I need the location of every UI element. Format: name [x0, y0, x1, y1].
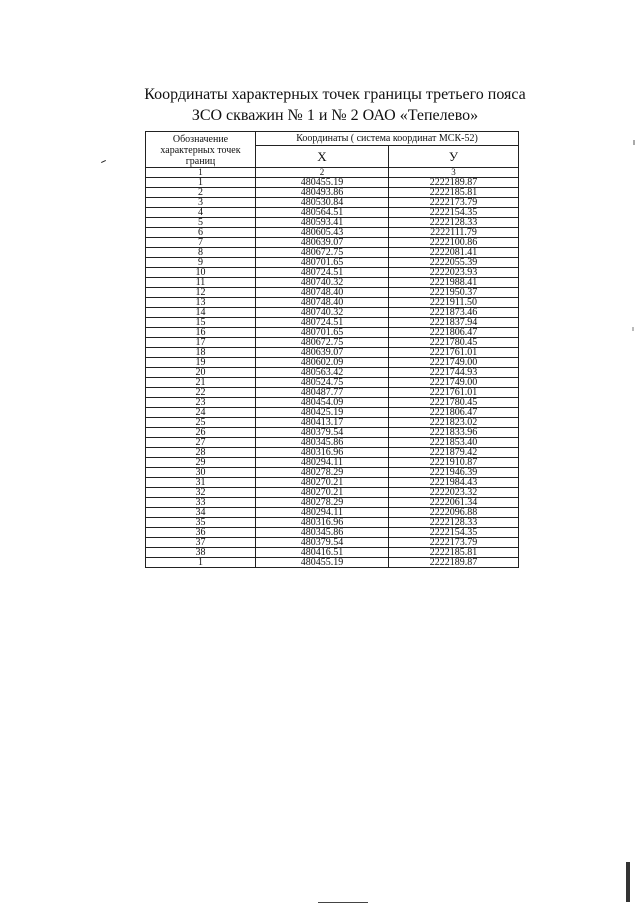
scan-mark — [101, 160, 106, 163]
table-row — [146, 198, 519, 208]
table-row — [146, 218, 519, 228]
x-coordinate-cell: 480416.51 — [256, 548, 389, 558]
point-number-cell: 34 — [146, 508, 256, 518]
table-row — [146, 378, 519, 388]
table-row — [146, 188, 519, 198]
table-row — [146, 288, 519, 298]
y-coordinate-cell: 2221833.96 — [389, 428, 519, 438]
x-coordinate-cell: 480455.19 — [256, 558, 389, 568]
y-coordinate-cell: 2221749.00 — [389, 378, 519, 388]
y-coordinate-cell: 2221780.45 — [389, 338, 519, 348]
point-number-cell: 33 — [146, 498, 256, 508]
x-coordinate-cell: 480345.86 — [256, 438, 389, 448]
table-row — [146, 208, 519, 218]
table-row — [146, 328, 519, 338]
x-coordinate-cell: 480593.41 — [256, 218, 389, 228]
x-coordinate-cell: 480701.65 — [256, 258, 389, 268]
x-coordinate-cell: 480278.29 — [256, 468, 389, 478]
y-coordinate-cell: 2222061.34 — [389, 498, 519, 508]
column-number-row — [146, 168, 519, 178]
table-row — [146, 268, 519, 278]
point-number-cell: 21 — [146, 378, 256, 388]
y-coordinate-cell: 2222173.79 — [389, 538, 519, 548]
header-y: У — [389, 146, 519, 168]
point-number-cell: 16 — [146, 328, 256, 338]
y-coordinate-cell: 2221910.87 — [389, 458, 519, 468]
y-coordinate-cell: 2221879.42 — [389, 448, 519, 458]
y-coordinate-cell: 2221823.02 — [389, 418, 519, 428]
point-number-cell: 25 — [146, 418, 256, 428]
scan-edge-mark — [626, 862, 630, 902]
point-number-cell: 20 — [146, 368, 256, 378]
y-coordinate-cell: 2221806.47 — [389, 408, 519, 418]
x-coordinate-cell: 480316.96 — [256, 448, 389, 458]
point-number-cell: 1 — [146, 178, 256, 188]
x-coordinate-cell: 480316.96 — [256, 518, 389, 528]
table-row — [146, 248, 519, 258]
title-line-2: ЗСО скважин № 1 и № 2 ОАО «Тепелево» — [191, 107, 479, 124]
column-number-2: 2 — [256, 168, 389, 178]
x-coordinate-cell: 480740.32 — [256, 278, 389, 288]
table-row — [146, 298, 519, 308]
y-coordinate-cell: 2222128.33 — [389, 218, 519, 228]
table-row — [146, 258, 519, 268]
table-row — [146, 408, 519, 418]
y-coordinate-cell: 2221761.01 — [389, 388, 519, 398]
point-number-cell: 26 — [146, 428, 256, 438]
x-coordinate-cell: 480413.17 — [256, 418, 389, 428]
x-coordinate-cell: 480563.42 — [256, 368, 389, 378]
x-coordinate-cell: 480724.51 — [256, 318, 389, 328]
title-line-1: Координаты характерных точек границы третьего пояса — [144, 86, 526, 103]
header-coordinates: Координаты ( система координат МСК-52) — [256, 132, 519, 146]
point-number-cell: 29 — [146, 458, 256, 468]
point-number-cell: 22 — [146, 388, 256, 398]
point-number-cell: 35 — [146, 518, 256, 528]
point-number-cell: 27 — [146, 438, 256, 448]
y-coordinate-cell: 2222189.87 — [389, 558, 519, 568]
point-number-cell: 23 — [146, 398, 256, 408]
x-coordinate-cell: 480379.54 — [256, 538, 389, 548]
y-coordinate-cell: 2221780.45 — [389, 398, 519, 408]
table-row — [146, 348, 519, 358]
x-coordinate-cell: 480564.51 — [256, 208, 389, 218]
y-coordinate-cell: 2221873.46 — [389, 308, 519, 318]
x-coordinate-cell: 480278.29 — [256, 498, 389, 508]
x-coordinate-cell: 480270.21 — [256, 478, 389, 488]
point-number-cell: 17 — [146, 338, 256, 348]
table-row — [146, 548, 519, 558]
y-coordinate-cell: 2222055.39 — [389, 258, 519, 268]
x-coordinate-cell: 480294.11 — [256, 508, 389, 518]
point-number-cell: 5 — [146, 218, 256, 228]
y-coordinate-cell: 2221837.94 — [389, 318, 519, 328]
table-row — [146, 278, 519, 288]
table-row — [146, 508, 519, 518]
document-title — [120, 84, 550, 126]
y-coordinate-cell: 2221984.43 — [389, 478, 519, 488]
table-row — [146, 518, 519, 528]
table-row — [146, 478, 519, 488]
y-coordinate-cell: 2221744.93 — [389, 368, 519, 378]
point-number-cell: 4 — [146, 208, 256, 218]
x-coordinate-cell: 480724.51 — [256, 268, 389, 278]
x-coordinate-cell: 480748.40 — [256, 298, 389, 308]
point-number-cell: 12 — [146, 288, 256, 298]
point-number-cell: 8 — [146, 248, 256, 258]
y-coordinate-cell: 2221988.41 — [389, 278, 519, 288]
point-number-cell: 19 — [146, 358, 256, 368]
scan-edge-mark — [633, 140, 635, 145]
point-number-cell: 7 — [146, 238, 256, 248]
header-point-designation: Обозначение характерных точек границ — [146, 132, 256, 168]
table-row — [146, 558, 519, 568]
table-row — [146, 358, 519, 368]
x-coordinate-cell: 480740.32 — [256, 308, 389, 318]
table-row — [146, 498, 519, 508]
point-number-cell: 2 — [146, 188, 256, 198]
table-row — [146, 368, 519, 378]
scan-edge-mark — [632, 327, 634, 331]
table-row — [146, 238, 519, 248]
table-row — [146, 308, 519, 318]
x-coordinate-cell: 480672.75 — [256, 248, 389, 258]
x-coordinate-cell: 480672.75 — [256, 338, 389, 348]
y-coordinate-cell: 2222023.93 — [389, 268, 519, 278]
point-number-cell: 11 — [146, 278, 256, 288]
x-coordinate-cell: 480493.86 — [256, 188, 389, 198]
x-coordinate-cell: 480425.19 — [256, 408, 389, 418]
point-number-cell: 9 — [146, 258, 256, 268]
y-coordinate-cell: 2222111.79 — [389, 228, 519, 238]
point-number-cell: 36 — [146, 528, 256, 538]
x-coordinate-cell: 480379.54 — [256, 428, 389, 438]
point-number-cell: 28 — [146, 448, 256, 458]
x-coordinate-cell: 480345.86 — [256, 528, 389, 538]
footer-line — [318, 902, 368, 903]
y-coordinate-cell: 2222154.35 — [389, 528, 519, 538]
table-row — [146, 458, 519, 468]
table-row — [146, 528, 519, 538]
y-coordinate-cell: 2222185.81 — [389, 548, 519, 558]
y-coordinate-cell: 2222128.33 — [389, 518, 519, 528]
table-row — [146, 398, 519, 408]
y-coordinate-cell: 2221911.50 — [389, 298, 519, 308]
x-coordinate-cell: 480294.11 — [256, 458, 389, 468]
x-coordinate-cell: 480639.07 — [256, 238, 389, 248]
y-coordinate-cell: 2221946.39 — [389, 468, 519, 478]
header-x: X — [256, 146, 389, 168]
table-row — [146, 488, 519, 498]
table-row — [146, 178, 519, 188]
y-coordinate-cell: 2221806.47 — [389, 328, 519, 338]
point-number-cell: 15 — [146, 318, 256, 328]
point-number-cell: 3 — [146, 198, 256, 208]
coordinates-table — [145, 131, 519, 568]
point-number-cell: 18 — [146, 348, 256, 358]
point-number-cell: 10 — [146, 268, 256, 278]
point-number-cell: 38 — [146, 548, 256, 558]
x-coordinate-cell: 480701.65 — [256, 328, 389, 338]
x-coordinate-cell: 480639.07 — [256, 348, 389, 358]
table-row — [146, 428, 519, 438]
y-coordinate-cell: 2221749.00 — [389, 358, 519, 368]
table-row — [146, 418, 519, 428]
y-coordinate-cell: 2221950.37 — [389, 288, 519, 298]
point-number-cell: 31 — [146, 478, 256, 488]
column-number-1: 1 — [146, 168, 256, 178]
table-row — [146, 538, 519, 548]
point-number-cell: 1 — [146, 558, 256, 568]
y-coordinate-cell: 2221853.40 — [389, 438, 519, 448]
point-number-cell: 24 — [146, 408, 256, 418]
y-coordinate-cell: 2222189.87 — [389, 178, 519, 188]
x-coordinate-cell: 480605.43 — [256, 228, 389, 238]
y-coordinate-cell: 2222185.81 — [389, 188, 519, 198]
table-row — [146, 448, 519, 458]
y-coordinate-cell: 2222096.88 — [389, 508, 519, 518]
point-number-cell: 37 — [146, 538, 256, 548]
table-row — [146, 468, 519, 478]
y-coordinate-cell: 2222154.35 — [389, 208, 519, 218]
x-coordinate-cell: 480524.75 — [256, 378, 389, 388]
x-coordinate-cell: 480748.40 — [256, 288, 389, 298]
point-number-cell: 32 — [146, 488, 256, 498]
y-coordinate-cell: 2222023.32 — [389, 488, 519, 498]
point-number-cell: 30 — [146, 468, 256, 478]
y-coordinate-cell: 2222173.79 — [389, 198, 519, 208]
y-coordinate-cell: 2222081.41 — [389, 248, 519, 258]
table-row — [146, 388, 519, 398]
table-row — [146, 438, 519, 448]
x-coordinate-cell: 480270.21 — [256, 488, 389, 498]
table-row — [146, 228, 519, 238]
x-coordinate-cell: 480530.84 — [256, 198, 389, 208]
point-number-cell: 13 — [146, 298, 256, 308]
y-coordinate-cell: 2221761.01 — [389, 348, 519, 358]
y-coordinate-cell: 2222100.86 — [389, 238, 519, 248]
x-coordinate-cell: 480487.77 — [256, 388, 389, 398]
point-number-cell: 6 — [146, 228, 256, 238]
table-row — [146, 318, 519, 328]
x-coordinate-cell: 480454.09 — [256, 398, 389, 408]
point-number-cell: 14 — [146, 308, 256, 318]
table-row — [146, 338, 519, 348]
x-coordinate-cell: 480602.09 — [256, 358, 389, 368]
column-number-3: 3 — [389, 168, 519, 178]
x-coordinate-cell: 480455.19 — [256, 178, 389, 188]
